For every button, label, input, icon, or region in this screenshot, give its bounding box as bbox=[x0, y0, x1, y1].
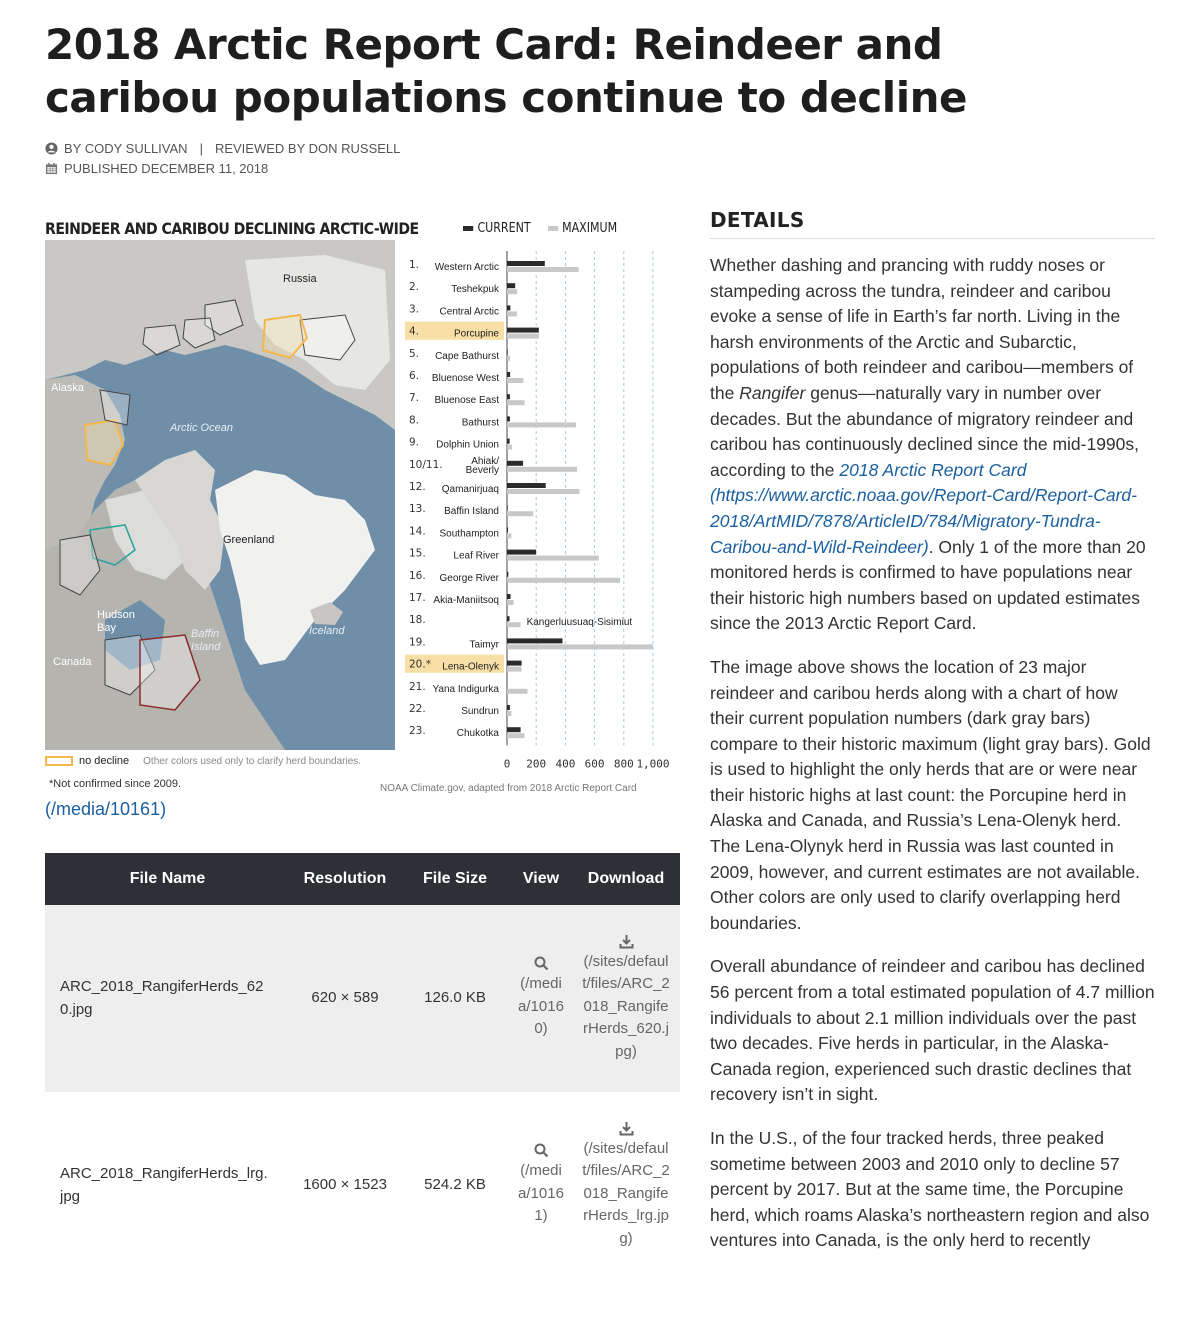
herd-number: 16. bbox=[409, 569, 426, 582]
bar-maximum bbox=[507, 556, 599, 561]
herd-label: Beverly bbox=[465, 464, 499, 476]
bar-current bbox=[507, 616, 509, 621]
map-graphic bbox=[45, 240, 395, 750]
view-cell[interactable] bbox=[510, 1092, 572, 1279]
bar-maximum bbox=[507, 511, 533, 516]
bar-maximum bbox=[507, 334, 539, 339]
media-link[interactable]: (/media/10161) bbox=[45, 799, 167, 819]
bar-current bbox=[507, 594, 511, 599]
bar-maximum bbox=[507, 644, 653, 649]
bar-current bbox=[507, 305, 510, 310]
reviewer-link[interactable]: REVIEWED BY DON RUSSELL bbox=[214, 141, 401, 156]
herd-label: Central Arctic bbox=[439, 306, 499, 318]
header-file-name: File Name bbox=[45, 853, 290, 905]
herd-label: Taimyr bbox=[469, 639, 499, 651]
map-label-russia: Russia bbox=[283, 273, 317, 285]
calendar-icon bbox=[45, 162, 58, 175]
view-cell[interactable] bbox=[510, 905, 572, 1092]
herd-figure[interactable] bbox=[45, 215, 680, 800]
details-paragraph-2: The image above shows the location of 23 major reindeer and caribou herds along with a chart of how their current population numbers (dark gray bars) compare to their historic maximum (light gray bars). Gold is used to highlight the only herds that are or were near their historic highs at last count: the Porcupine herd in Alaska and Canada, and Russia’s Lena-Olenyk herd. The Lena-Olynyk herd in Russia was last counted in 2009, however, and current estimates are not available. Other colors are only used to clarify overlapping herd boundaries. bbox=[710, 656, 1151, 933]
file-name-cell: ARC_2018_RangiferHerds_620.jpg bbox=[45, 905, 290, 1092]
herd-label: Bluenose West bbox=[431, 373, 499, 384]
table-row bbox=[45, 1092, 680, 1279]
details-paragraph-4: In the U.S., of the four tracked herds, three peaked sometime between 2003 and 2010 only to decline 57 percent by 2017. But at the same time, the Porcupine herd, which roams Alaska’s northeastern region and also ventures into Canada, is the only herd to recently bbox=[710, 1128, 1150, 1251]
herd-number: 3. bbox=[409, 303, 420, 316]
herd-label: Leaf River bbox=[453, 550, 499, 562]
search-icon[interactable] bbox=[534, 1143, 549, 1158]
separator: | bbox=[199, 141, 203, 156]
bar-maximum bbox=[507, 311, 517, 316]
herd-label: Qamanirjuaq bbox=[441, 484, 499, 495]
bar-maximum bbox=[507, 622, 521, 627]
header-view: View bbox=[510, 853, 572, 905]
legend-current: CURRENT bbox=[463, 221, 531, 236]
herd-number: 12. bbox=[409, 481, 426, 493]
herd-label: Bluenose East bbox=[434, 395, 499, 407]
map-label-greenland: Greenland bbox=[223, 534, 275, 546]
x-tick-label: 600 bbox=[584, 757, 605, 771]
bar-maximum bbox=[507, 489, 579, 494]
details-paragraph-1: Whether dashing and prancing with ruddy noses or stampeding across the tundra, reindeer and caribou evoke a sense of life in Earth’s far north. Living in the harsh environments of the Arctic and Subarctic, populations of both reindeer and caribou—members of the Rangifer genus—naturally vary in number over decades. But the abundance of migratory reindeer and caribou has continuously declined since the mid-1990s, according to the 2018 Arctic Report Card (https://www.arctic.noaa.gov/Report-Card/Report-Card-2018/ArtMID/7878/ArticleID/784/Migratory-Tundra-Caribou-and-Wild-Reindeer). Only 1 of the more than 20 monitored herds is confirmed to have populations near their historic high numbers based on updated estimates since the 2013 Arctic Report Card. bbox=[710, 255, 1146, 634]
download-link[interactable]: (/sites/default/files/ARC_2018_RangiferHerds_620.jpg) bbox=[582, 952, 670, 1060]
bar-maximum bbox=[507, 578, 620, 583]
herd-number: 23. bbox=[409, 725, 426, 738]
bar-maximum bbox=[507, 422, 576, 427]
herd-label: Sundrun bbox=[461, 706, 499, 717]
no-decline-label: no decline bbox=[79, 755, 130, 767]
herd-label: Chukotka bbox=[456, 728, 499, 740]
bar-current bbox=[507, 328, 539, 333]
bar-maximum bbox=[507, 400, 525, 405]
table-row bbox=[45, 905, 680, 1092]
herd-label: Bathurst bbox=[461, 417, 499, 429]
herd-label: Akia-Maniitsoq bbox=[433, 595, 499, 606]
herd-number: 21. bbox=[409, 680, 426, 693]
herd-number: 7. bbox=[409, 392, 420, 405]
herd-number: 22. bbox=[409, 703, 426, 715]
x-tick-label: 800 bbox=[613, 757, 634, 771]
herd-number: 8. bbox=[409, 414, 420, 427]
herd-number: 15. bbox=[409, 547, 426, 560]
bar-maximum bbox=[507, 445, 512, 450]
map-label-iceland: Iceland bbox=[309, 625, 345, 637]
herd-number: 9. bbox=[409, 436, 420, 449]
herd-number: 1. bbox=[409, 259, 420, 271]
resolution-cell: 1600 × 1523 bbox=[303, 1176, 387, 1194]
herd-number: 19. bbox=[409, 636, 426, 649]
herd-number: 20.* bbox=[409, 658, 431, 671]
bar-maximum bbox=[507, 533, 511, 538]
bar-current bbox=[507, 638, 562, 643]
map-label-arctic-ocean: Arctic Ocean bbox=[170, 422, 233, 434]
herd-label: Kangerluusuaq-Sisimiut bbox=[526, 617, 633, 629]
bar-current bbox=[507, 261, 545, 266]
bar-maximum bbox=[507, 356, 510, 361]
details-section bbox=[710, 208, 1155, 1254]
bar-maximum bbox=[507, 600, 514, 605]
bar-current bbox=[507, 394, 510, 399]
bar-maximum bbox=[507, 467, 577, 472]
bar-current bbox=[507, 727, 521, 732]
file-size-cell: 126.0 KB bbox=[400, 905, 510, 1092]
author-link[interactable]: BY CODY SULLIVAN bbox=[64, 141, 188, 156]
herd-1-2 bbox=[100, 390, 130, 425]
x-tick-label: 1,000 bbox=[636, 757, 670, 771]
herd-number: 6. bbox=[409, 370, 420, 382]
arctic-map bbox=[45, 240, 395, 750]
bar-current bbox=[507, 461, 523, 466]
resolution-cell: 620 × 589 bbox=[290, 905, 400, 1092]
bar-current bbox=[507, 572, 508, 577]
bar-current bbox=[507, 705, 510, 710]
x-tick-label: 200 bbox=[526, 757, 547, 771]
download-cell[interactable] bbox=[572, 905, 680, 1092]
herd-label: Southampton bbox=[439, 528, 499, 540]
herd-number: 5. bbox=[409, 347, 420, 360]
herd-number: 14. bbox=[409, 525, 426, 538]
no-decline-swatch bbox=[45, 756, 73, 766]
herd-label: Yana Indigurka bbox=[432, 683, 499, 695]
herd-label: Western Arctic bbox=[434, 262, 499, 273]
bar-current bbox=[507, 505, 508, 510]
figure-title: REINDEER AND CARIBOU DECLINING ARCTIC-WIDE bbox=[45, 219, 419, 238]
herd-label: Dolphin Union bbox=[436, 439, 499, 451]
genus-name: Rangifer bbox=[739, 382, 806, 403]
download-cell[interactable] bbox=[572, 1092, 680, 1279]
details-paragraph-3: Overall abundance of reindeer and caribou has declined 56 percent from a total estimated population of 4.7 million individuals to about 2.1 million individuals over the past two decades. Five herds in particular, in the Alaska-Canada region, experienced such drastic declines that recovery isn’t in sight. bbox=[710, 956, 1155, 1105]
publish-date bbox=[45, 161, 268, 176]
page-title: 2018 Arctic Report Card: Reindeer and caribou populations continue to decline bbox=[45, 20, 967, 122]
herd-label: Ahiak/ bbox=[471, 455, 499, 467]
bar-maximum bbox=[507, 733, 525, 738]
file-name-cell: ARC_2018_RangiferHerds_lrg.jpg bbox=[60, 1165, 268, 1205]
header-download: Download bbox=[572, 853, 680, 905]
legend-maximum: MAXIMUM bbox=[548, 221, 618, 236]
herd-number: 4. bbox=[409, 325, 420, 338]
bar-current bbox=[507, 372, 510, 377]
published-date: PUBLISHED DECEMBER 11, 2018 bbox=[64, 161, 269, 176]
file-table bbox=[45, 853, 680, 1279]
arctic-report-card-link[interactable]: 2018 Arctic Report Card (https://www.arctic.noaa.gov/Report-Card/Report-Card-2018/ArtMID/7878/ArticleID/784/Migratory-Tundra-Caribou-and-Wild-Reindeer) bbox=[710, 459, 1137, 557]
bar-maximum bbox=[507, 689, 527, 694]
bar-maximum bbox=[507, 667, 522, 672]
herd-number: 17. bbox=[409, 592, 426, 604]
herd-number: 10/11. bbox=[409, 458, 443, 471]
bar-maximum bbox=[507, 289, 517, 294]
footnote: *Not confirmed since 2009. bbox=[49, 778, 182, 790]
download-icon[interactable] bbox=[619, 1121, 634, 1136]
bar-current bbox=[507, 350, 508, 355]
herd-label: Teshekpuk bbox=[451, 284, 499, 296]
bar-current bbox=[507, 661, 522, 666]
x-tick-label: 400 bbox=[555, 757, 576, 771]
herd-label: Baffin Island bbox=[444, 506, 499, 518]
view-link[interactable]: (/media/10160) bbox=[518, 975, 564, 1038]
byline bbox=[45, 141, 400, 156]
map-label-canada: Canada bbox=[53, 656, 92, 668]
colors-note: Other colors used only to clarify herd boundaries. bbox=[143, 755, 362, 767]
table-header-row bbox=[45, 853, 680, 905]
bar-current bbox=[507, 483, 546, 488]
user-icon bbox=[45, 142, 58, 155]
herd-number: 13. bbox=[409, 503, 426, 516]
image-credit: NOAA Climate.gov, adapted from 2018 Arctic Report Card bbox=[380, 783, 637, 794]
herd-number: 2. bbox=[409, 281, 420, 294]
bar-maximum bbox=[507, 267, 579, 272]
map-legend bbox=[45, 755, 361, 767]
map-label-baffin-island: Baffin Island bbox=[191, 628, 221, 653]
download-icon[interactable] bbox=[619, 934, 634, 949]
herd-label: Cape Bathurst bbox=[435, 350, 499, 362]
download-link[interactable]: (/sites/default/files/ARC_2018_RangiferHerds_lrg.jpg) bbox=[582, 1139, 670, 1247]
search-icon[interactable] bbox=[534, 956, 549, 971]
bar-current bbox=[507, 527, 508, 532]
chart-legend bbox=[463, 221, 617, 236]
map-label-hudson-bay: Hudson Bay bbox=[97, 609, 135, 634]
x-tick-label: 0 bbox=[503, 757, 511, 771]
view-link[interactable]: (/media/10161) bbox=[518, 1162, 564, 1225]
herd-label: Porcupine bbox=[453, 328, 499, 340]
bar-maximum bbox=[507, 711, 511, 716]
bar-current bbox=[507, 283, 515, 288]
header-resolution: Resolution bbox=[290, 853, 400, 905]
bar-maximum bbox=[507, 378, 523, 383]
herd-number: 18. bbox=[409, 614, 426, 627]
population-chart bbox=[405, 215, 680, 775]
details-heading: DETAILS bbox=[710, 208, 1155, 239]
herd-label: George River bbox=[439, 572, 499, 584]
bar-current bbox=[507, 416, 510, 421]
file-size-cell: 524.2 KB bbox=[424, 1176, 486, 1194]
bar-chart-svg bbox=[405, 215, 680, 775]
bar-current bbox=[507, 550, 536, 555]
header-file-size: File Size bbox=[400, 853, 510, 905]
map-label-alaska: Alaska bbox=[51, 382, 85, 394]
herd-label: Lena-Olenyk bbox=[442, 661, 499, 673]
bar-current bbox=[507, 439, 510, 444]
